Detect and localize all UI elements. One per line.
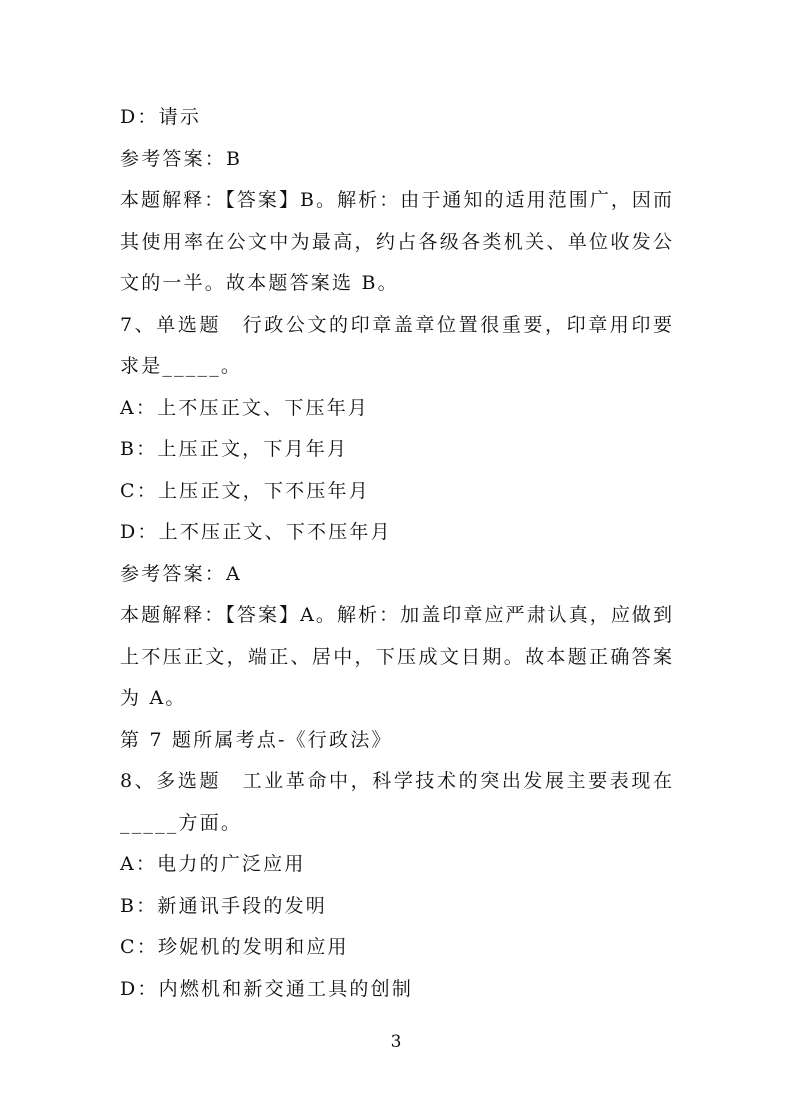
question-8-stem: _____方面。 [120, 811, 243, 834]
question-7-option-b: B：上压正文，下月年月 [120, 438, 349, 460]
explanation-line: 为 A。 [120, 687, 187, 709]
document-body [120, 97, 672, 1010]
reference-answer: 参考答案：A [120, 562, 242, 585]
explanation-line: 本题解释：【答案】A。解析：加盖印章应严肃认真，应做到 [120, 604, 672, 626]
question-7-stem: 7、单选题 行政公文的印章盖章位置很重要，印章用印要 [120, 313, 672, 336]
explanation-line: 本题解释：【答案】B。解析：由于通知的适用范围广，因而 [120, 189, 672, 211]
question-8-stem: 8、多选题 工业革命中，科学技术的突出发展主要表现在 [120, 770, 672, 792]
question-7-stem: 求是_____。 [120, 355, 243, 377]
explanation-line: 文的一半。故本题答案选 B。 [120, 272, 399, 294]
question-7-option-a: A：上不压正文、下压年月 [120, 396, 370, 419]
question-7-option-d: D：上不压正文、下不压年月 [120, 521, 392, 543]
explanation-line: 其使用率在公文中为最高，约占各级各类机关、单位收发公 [120, 230, 672, 253]
option-d-prev: D：请示 [120, 106, 202, 128]
reference-answer: 参考答案：B [120, 147, 243, 170]
question-8-option-c: C：珍妮机的发明和应用 [120, 936, 349, 958]
question-7-topic: 第 7 题所属考点-《行政法》 [120, 728, 393, 751]
question-7-option-c: C：上压正文，下不压年月 [120, 479, 370, 502]
question-8-option-d: D：内燃机和新交通工具的创制 [120, 977, 414, 1000]
page-number: 3 [390, 1032, 402, 1052]
question-8-option-b: B：新通讯手段的发明 [120, 894, 327, 917]
question-8-option-a: A：电力的广泛应用 [120, 853, 306, 875]
explanation-line: 上不压正文，端正、居中，下压成文日期。故本题正确答案 [120, 645, 672, 668]
